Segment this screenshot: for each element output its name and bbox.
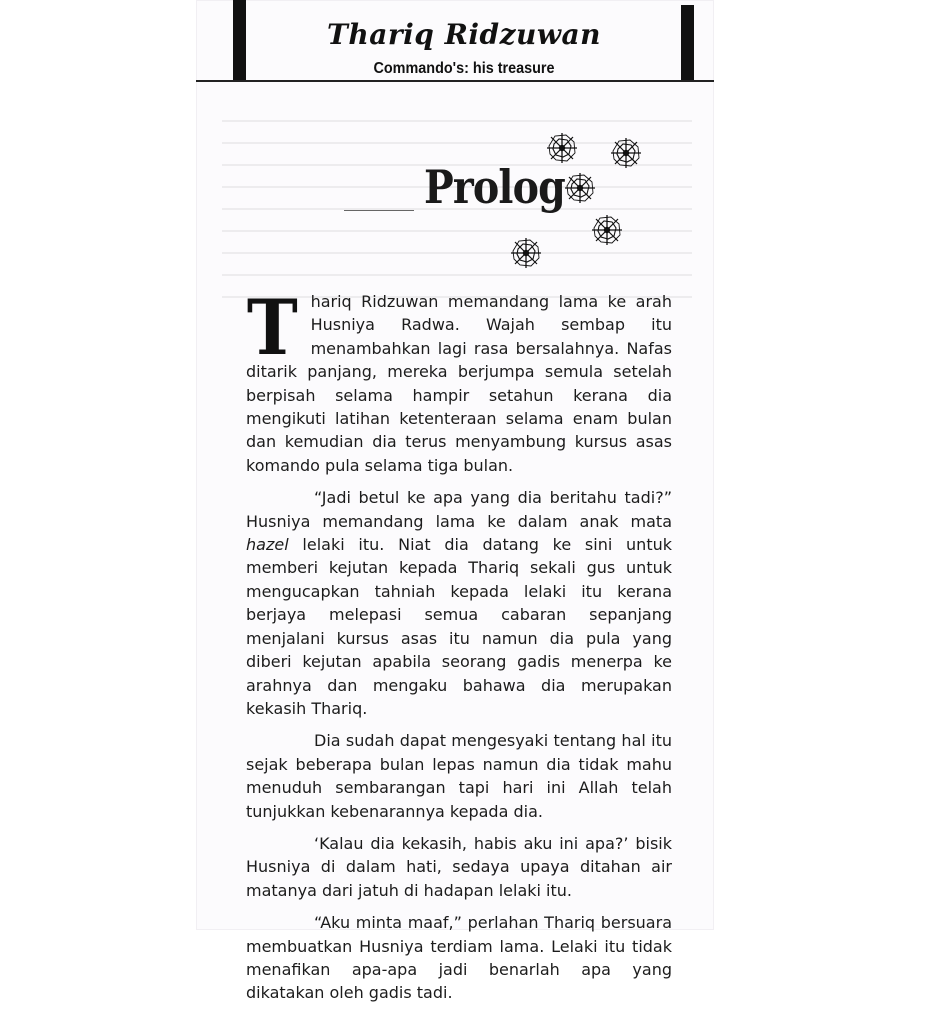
- paragraph-1: [246, 283, 672, 477]
- header-bar-right: [681, 5, 694, 81]
- paragraph-4: ‘Kalau dia kekasih, habis aku ini apa?’ bisik Husniya di dalam hati, sedaya upaya ditahan air matanya dari jatuh di hadapan lelaki itu.: [246, 833, 672, 900]
- italic-word: hazel: [246, 535, 289, 555]
- paragraph-3: Dia sudah dapat mengesyaki tentang hal itu sejak beberapa bulan lepas namun dia tidak mahu menuduh sembarangan tapi hari ini Allah telah tunjukkan kebenarannya kepada dia.: [246, 731, 672, 821]
- header-bar-left: [233, 0, 246, 82]
- paragraph-2: “Jadi betul ke apa yang dia beritahu tadi?” Husniya memandang lama ke dalam anak mata hazel lelaki itu. Niat dia datang ke sini untuk memberi kejutan kepada Thariq sekali gus untuk mengucapkan tahniah kepada lelaki itu kerana berjaya melepasi semua cabaran sepanjang menjalani kursus asas itu namun dia pula yang diberi kejutan apabila seorang gadis menerpa ke arahnya dan mengaku bahawa dia merupakan kekasih Thariq.: [246, 488, 672, 718]
- paragraph-5: “Aku minta maaf,” perlahan Thariq bersuara membuatkan Husniya terdiam lama. Lelaki itu tidak menafikan apa-apa jadi benarlah apa yang dikatakan oleh gadis tadi.: [246, 913, 672, 1003]
- running-header-subtitle: Commando's: his treasure: [373, 60, 555, 77]
- running-header-title: Thariq Ridzuwan: [327, 18, 601, 51]
- drop-cap: T: [246, 283, 298, 372]
- header-divider: [196, 80, 714, 82]
- chapter-title: Prolog: [424, 160, 565, 214]
- chapter-title-rule: [344, 210, 414, 211]
- paragraph-1-text: hariq Ridzuwan memandang lama ke arah Husniya Radwa. Wajah sembap itu menambahkan lagi rasa bersalahnya. Nafas ditarik panjang, mereka berjumpa semula setelah berpisah selama hampir setahun kerana dia mengikuti latihan ketenteraan selama enam bulan dan kemudian dia terus menyambung kursus asas komando pula selama tiga bulan.: [246, 292, 672, 475]
- cracked-glass-starburst-icon: [500, 120, 660, 280]
- body-text: [246, 283, 672, 1014]
